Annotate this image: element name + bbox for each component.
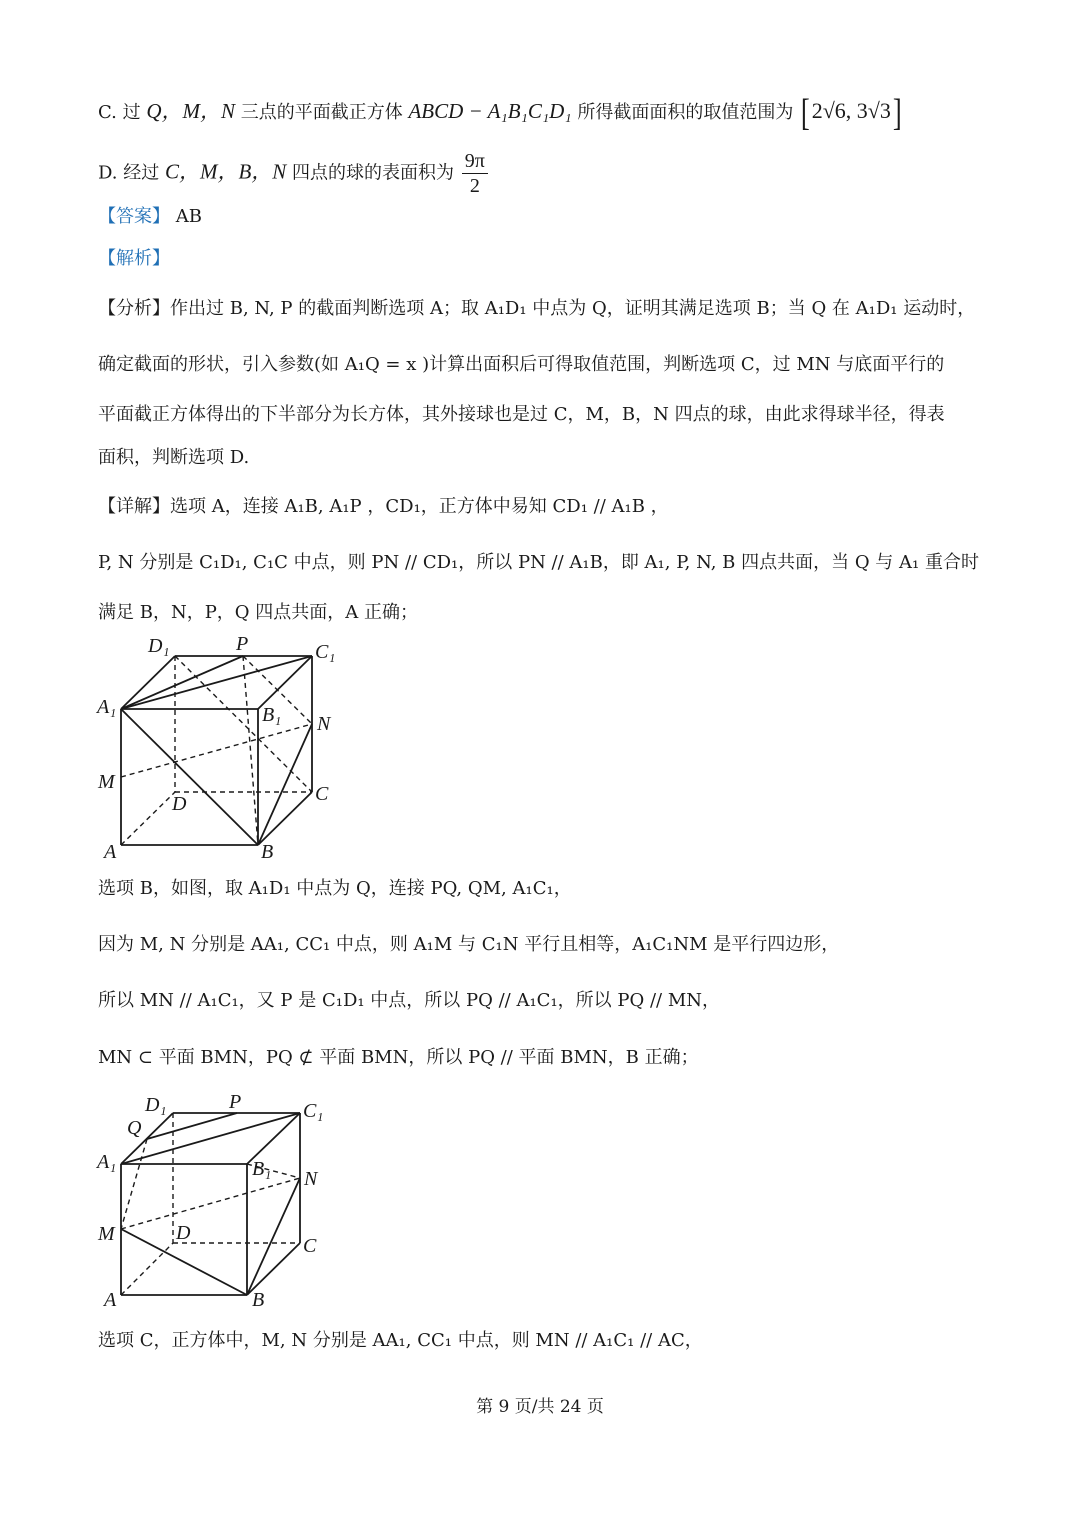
cube-figure-1 [95,630,355,865]
edge-BC [258,792,312,845]
fenxi-line-4: 面积，判断选项 D. [98,447,250,468]
option-d-suffix: 四点的球的表面积为 [292,162,455,184]
fraction-denominator: 2 [469,175,480,197]
analysis-tag: 【解析】 [98,248,170,269]
hidden-segment-PB [243,656,258,845]
label-D1: D₁ [145,1094,167,1116]
label-C1: C₁ [315,641,336,663]
label-A: A [104,841,117,863]
analysis-line [98,244,1040,274]
option-c-range: 2√6, 3√3 [811,98,891,123]
range-left-bracket: [ [800,92,810,134]
detail-line-3: 满足 B，N，P，Q 四点共面，A 正确； [98,602,419,623]
answer-line [98,202,1040,232]
fraction-numerator: 9π [462,150,488,174]
label-D: D [172,793,187,815]
detail-line-8: 选项 C，正方体中，M, N 分别是 AA₁, CC₁ 中点，则 MN // A₁C₁ // AC， [98,1330,703,1351]
option-c-mid: 三点的平面截正方体 [240,102,403,123]
option-d-prefix: D. 经过 [98,162,160,184]
segment-A1P [121,656,243,709]
label-A1: A₁ [97,1151,117,1173]
label-A: A [104,1289,117,1311]
label-D1: D₁ [148,635,170,657]
segment-A1C1 [121,656,312,709]
label-B1: B₁ [262,704,282,726]
detail-line-5: 因为 M, N 分别是 AA₁, CC₁ 中点，则 A₁M 与 C₁N 平行且相等，A₁C₁NM 是平行四边形， [98,934,840,955]
fenxi-line-2: 确定截面的形状，引入参数(如 A₁Q = x )计算出面积后可得取值范围，判断选项 C，过 MN 与底面平行的 [98,354,945,375]
detail-line-1 [98,492,1040,522]
fenxi-line-1 [98,294,1040,324]
label-M: M [98,1223,115,1245]
detail-line-7: MN ⊂ 平面 BMN，PQ ⊄ 平面 BMN，所以 PQ // 平面 BMN，B 正确； [98,1047,699,1068]
label-B: B [261,841,274,863]
fenxi-line-3: 平面截正方体得出的下半部分为长方体，其外接球也是过 C，M，B，N 四点的球，由此求得球半径，得表 [98,404,945,425]
hidden-segment-MN [121,724,312,777]
label-B: B [252,1289,265,1311]
option-d-vars: C，M，B，N [164,159,287,184]
option-c [98,92,1040,134]
label-M: M [98,771,115,793]
answer-tag: 【答案】 [98,206,170,227]
label-D: D [176,1222,191,1244]
option-c-cube: ABCD − A₁B₁C₁D₁ [408,99,572,123]
option-d [98,150,1040,197]
detail-line-4: 选项 B，如图，取 A₁D₁ 中点为 Q，连接 PQ, QM, A₁C₁， [98,878,572,899]
option-c-vars: Q，M，N [146,99,235,123]
label-B1: B₁ [252,1158,272,1180]
label-Q: Q [127,1117,142,1139]
cube-figure-2 [95,1090,355,1315]
detail-line-2: P, N 分别是 C₁D₁, C₁C 中点，则 PN // CD₁，所以 PN // A₁B，即 A₁, P, N, B 四点共面，当 Q 与 A₁ 重合时 [98,552,979,573]
label-C1: C₁ [303,1100,324,1122]
label-N: N [304,1168,318,1190]
edge-BC [247,1243,300,1295]
option-d-fraction [462,150,488,197]
label-N: N [317,713,331,735]
label-P: P [236,633,249,655]
detail-tag: 【详解】 [98,496,170,517]
hidden-edge-AD [121,1243,173,1295]
option-c-prefix: C. 过 [98,102,141,123]
hidden-edge-AD [121,792,175,845]
page-footer: 第 9 页/共 24 页 [476,1397,604,1417]
label-P: P [229,1091,242,1113]
option-c-suffix: 所得截面面积的取值范围为 [577,102,794,123]
segment-BN [247,1178,300,1295]
label-A1: A₁ [97,696,117,718]
hidden-segment-MN [121,1178,300,1229]
fenxi-tag: 【分析】 [98,298,170,319]
label-C: C [315,783,329,805]
detail-line-6: 所以 MN // A₁C₁，又 P 是 C₁D₁ 中点，所以 PQ // A₁C₁，所以 PQ // MN， [98,990,721,1011]
label-C: C [303,1235,317,1257]
detail-text-1: 选项 A，连接 A₁B, A₁P ，CD₁，正方体中易知 CD₁ // A₁B ， [170,496,669,517]
range-right-bracket: ] [892,92,902,134]
fenxi-text-1: 作出过 B, N, P 的截面判断选项 A；取 A₁D₁ 中点为 Q，证明其满足选项 B；当 Q 在 A₁D₁ 运动时， [170,298,976,319]
answer-value: AB [175,206,202,227]
